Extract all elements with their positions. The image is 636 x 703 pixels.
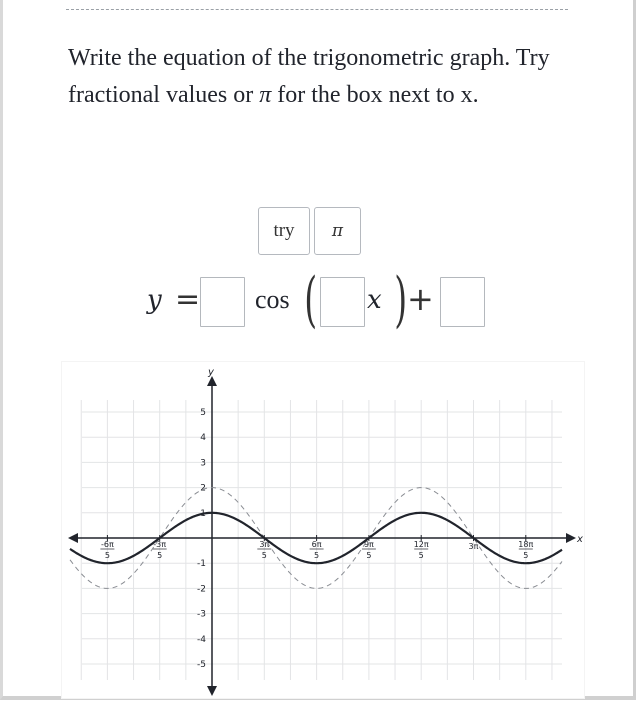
pi-button[interactable]: π [314, 207, 361, 255]
cos-label: cos [255, 285, 290, 314]
svg-text:5: 5 [366, 551, 372, 560]
equals-sign: = [175, 282, 201, 317]
pi-symbol: π [259, 82, 272, 108]
y-tick-label: -1 [197, 559, 206, 570]
y-tick-label: 3 [200, 458, 206, 469]
svg-text:18π: 18π [518, 540, 534, 549]
x-tick-label [469, 542, 479, 551]
svg-text:5: 5 [261, 551, 267, 560]
x-axis-left-arrow [68, 533, 78, 543]
svg-text:3π: 3π [468, 542, 479, 551]
y-tick-label: -5 [197, 660, 206, 670]
equation-lhs: y [147, 285, 162, 315]
question-text: Write the equation of the trigonometric graph. Try fractional values or π for the box next to x. [68, 45, 550, 108]
svg-text:-6π: -6π [101, 540, 114, 549]
dashed-separator [66, 9, 568, 10]
y-tick-label: 5 [200, 408, 206, 418]
try-button[interactable]: try [258, 207, 310, 255]
x-axis-right-arrow [566, 533, 576, 543]
y-tick-label: -2 [197, 584, 206, 595]
svg-text:12π: 12π [413, 540, 429, 549]
svg-text:3π: 3π [259, 540, 270, 549]
vertical-shift-input[interactable] [440, 277, 485, 327]
math-toolbar [258, 207, 361, 255]
svg-text:5: 5 [157, 551, 163, 560]
y-tick-label: 1 [200, 508, 206, 519]
left-paren: ( [304, 265, 318, 335]
y-tick-label: 2 [200, 483, 206, 494]
right-paren: ) [394, 265, 408, 335]
y-tick-label: -3 [197, 609, 206, 620]
svg-text:5: 5 [523, 551, 529, 560]
cosine-graph [62, 362, 584, 698]
svg-text:5: 5 [418, 551, 424, 560]
y-tick-label: -4 [197, 634, 206, 645]
equation [144, 265, 544, 335]
svg-text:6π: 6π [311, 540, 322, 549]
variable-x: x [367, 285, 382, 315]
svg-text:5: 5 [104, 551, 110, 560]
amplitude-input[interactable] [200, 277, 245, 327]
plus-sign: + [407, 280, 434, 318]
svg-text:9π: 9π [363, 540, 374, 549]
frequency-input[interactable] [320, 277, 365, 327]
y-axis-down-arrow [207, 686, 217, 696]
y-axis-label: y [208, 367, 214, 378]
y-tick-label: 4 [200, 433, 206, 444]
svg-text:-3π: -3π [153, 540, 167, 549]
x-axis-label: x [577, 534, 583, 545]
graph-panel [62, 362, 584, 698]
svg-text:5: 5 [314, 551, 320, 560]
